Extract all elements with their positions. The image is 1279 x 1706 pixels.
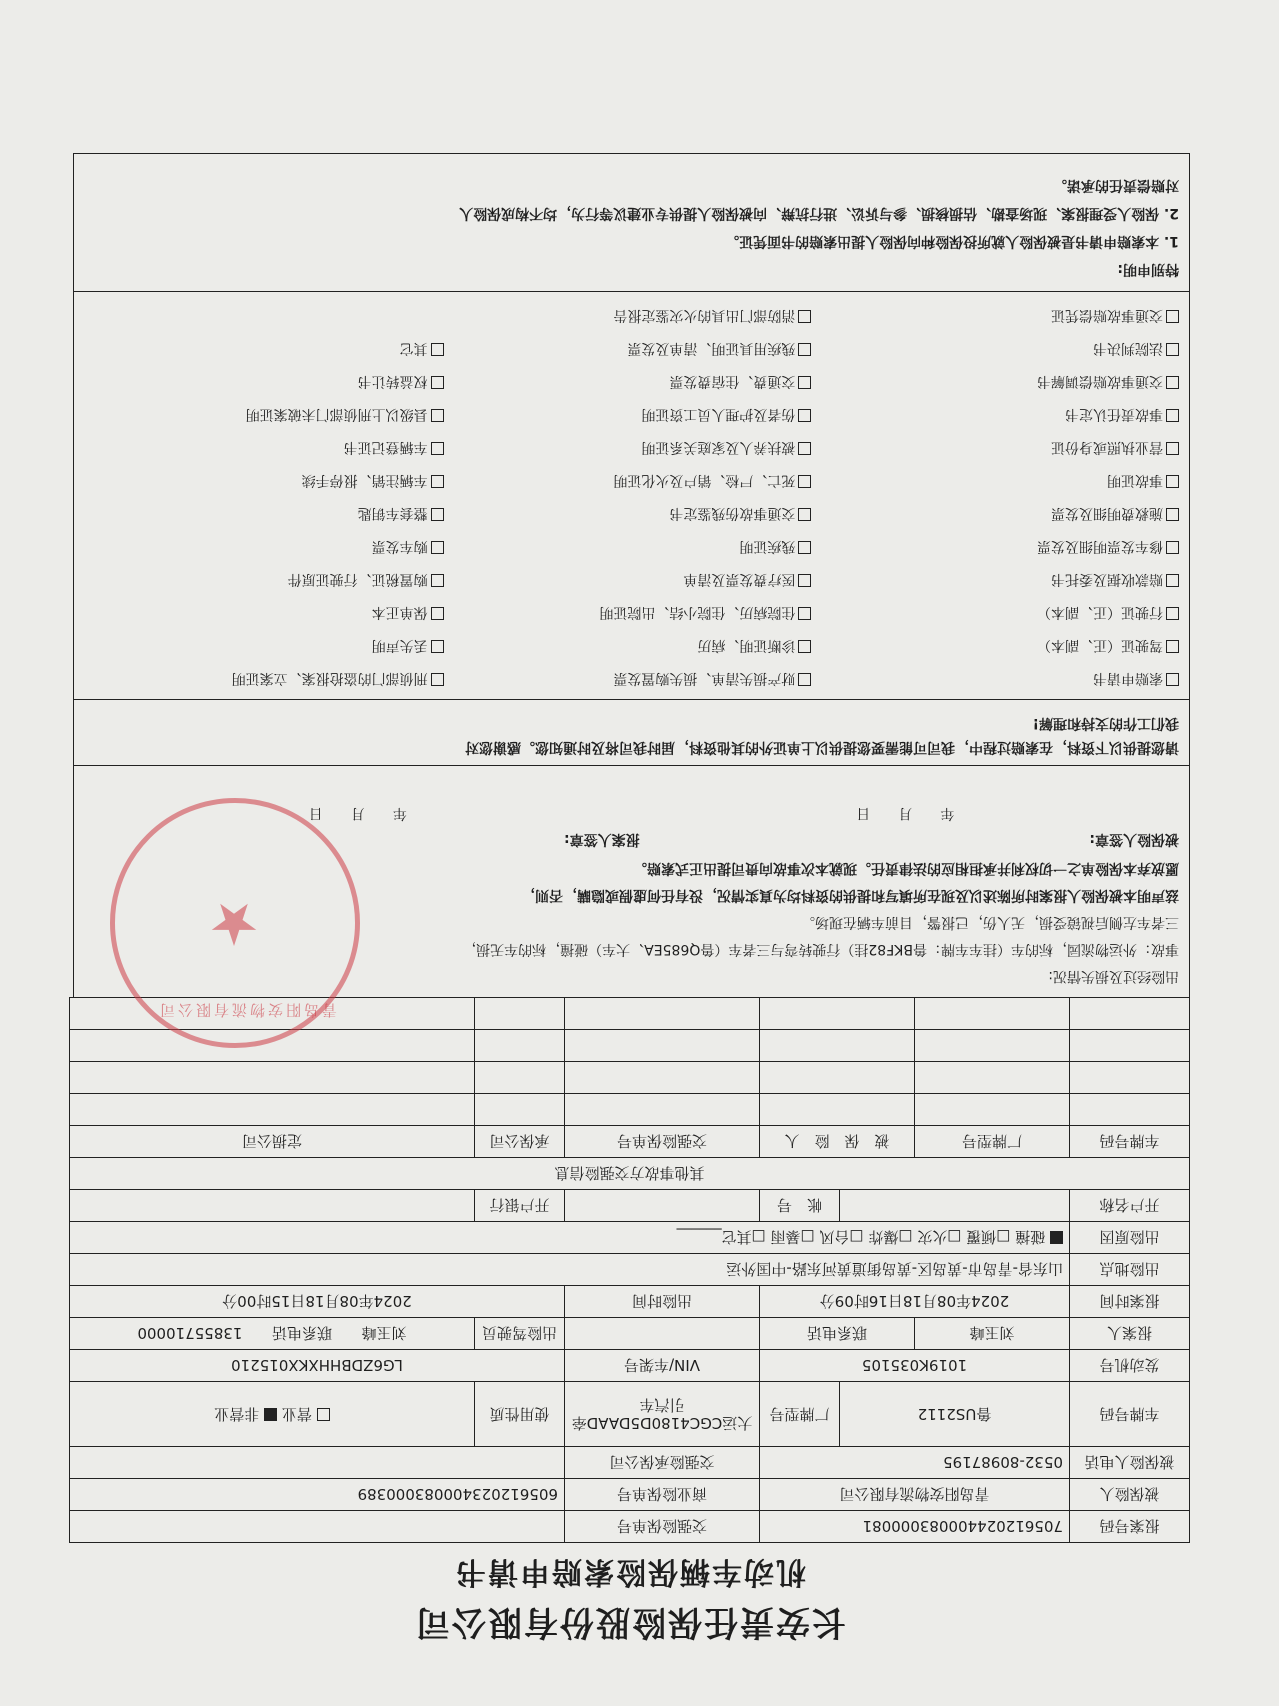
document-checkbox[interactable] — [431, 673, 444, 686]
vin-value: LG6ZDBHHXKX015210 — [69, 1350, 564, 1382]
document-checkbox[interactable] — [1166, 541, 1179, 554]
document-checklist-item — [819, 532, 1179, 559]
document-checkbox[interactable] — [798, 508, 811, 521]
report-no-value: 70561202440008300008​1 — [760, 1511, 1070, 1543]
document-checkbox[interactable] — [431, 541, 444, 554]
table-row — [69, 1254, 1189, 1286]
usage-business-label: 营业 — [281, 1405, 312, 1423]
place-value: 山东省-青岛市-黄岛区-黄岛街道黄河东路-中国外运 — [69, 1254, 1069, 1286]
engine-label: 发动机号 — [1070, 1350, 1190, 1382]
description-line-1: 事故：外运物流园，标的车（挂车车牌：鲁BKF82挂）行驶转弯与三者车（鲁Q685EA、大车）碰撞，标的车无损， — [462, 941, 1179, 957]
insured-value: 青岛阳安物流有限公司 — [760, 1479, 1070, 1511]
reporter-label: 报案人 — [1070, 1318, 1190, 1350]
document-label: 营业执照或身份证 — [1051, 439, 1163, 455]
table-row — [69, 1350, 1189, 1382]
notice-line-1: 请您提供以下资料，在索赔过程中，我司可能需要您提供以上单证外的其他资料，届时我司将及时通知您。感谢您对 — [465, 739, 1179, 755]
document-checkbox[interactable] — [431, 508, 444, 521]
claim-form-sheet — [40, 62, 1220, 1658]
form-title: 机动车辆保险索赔申请书 — [454, 1554, 806, 1589]
document-checkbox[interactable] — [1166, 310, 1179, 323]
document-checkbox[interactable] — [1166, 508, 1179, 521]
col-assessor: 定损公司 — [69, 1126, 474, 1158]
document-label: 车辆注销、报停手续 — [301, 472, 428, 488]
date-insured: 年 月 日 — [856, 805, 955, 821]
document-checklist-item — [819, 565, 1179, 592]
document-label: 事故证明 — [1107, 472, 1163, 488]
documents-notice — [73, 699, 1190, 765]
cause-options-text: 碰撞 □倾覆 □火灾 □爆炸 □台风 □暴雨 □其它______ — [676, 1228, 1046, 1246]
bank-value[interactable] — [69, 1190, 474, 1222]
seal-text: 青岛阳安物流有限公司 — [156, 1001, 337, 1019]
col-model: 厂牌型号 — [915, 1126, 1070, 1158]
document-checkbox[interactable] — [1166, 376, 1179, 389]
driver-value: 刘玉峰 — [361, 1324, 407, 1342]
col-ctpl-no: 交强险保单号 — [564, 1126, 759, 1158]
document-label: 其它 — [399, 340, 428, 356]
document-checklist-item — [84, 466, 444, 493]
cause-collision-checkbox[interactable] — [1050, 1231, 1063, 1244]
document-checkbox[interactable] — [798, 541, 811, 554]
document-checklist-item — [84, 499, 444, 526]
insured-signature-label: 被保险人签章: — [1089, 831, 1179, 847]
document-checklist-item — [452, 532, 812, 559]
cause-options — [69, 1222, 1069, 1254]
special-line-3: 对赔偿责任的承诺。 — [1053, 177, 1179, 193]
company-name: 长安责任保险股份有限公司 — [414, 1602, 846, 1642]
table-row — [69, 1286, 1189, 1318]
document-label: 事故责任认定书 — [1065, 406, 1163, 422]
document-checkbox[interactable] — [431, 376, 444, 389]
insured-phone-value: 0532-80987195 — [760, 1447, 1070, 1479]
reporter-signature-label: 报案人签章: — [564, 831, 640, 847]
driver-label: 出险驾驶员 — [474, 1318, 564, 1350]
document-checkbox[interactable] — [431, 640, 444, 653]
declaration-line-2: 愿放弃本保险单之一切权利并承担相应的法律责任。现就本次事故向贵司提出正式索赔。 — [633, 860, 1179, 876]
usage-label: 使用性质 — [474, 1382, 564, 1447]
document-label: 交通事故赔偿凭证 — [1051, 307, 1163, 323]
document-checklist-item — [84, 433, 444, 460]
document-label: 伤者及护理人员工资证明 — [641, 406, 796, 422]
document-label: 交通事故伤残鉴定书 — [669, 505, 796, 521]
document-checklist-item — [452, 367, 812, 394]
table-row — [69, 1062, 1189, 1094]
document-label: 驾驶证（正、副本） — [1037, 637, 1163, 653]
document-label: 购置税证、行驶证原件 — [287, 571, 428, 587]
table-row — [69, 1511, 1189, 1543]
document-checklist-item — [452, 631, 812, 658]
document-checklist-item — [84, 532, 444, 559]
model-value: 大运CGC4180D5DAAD牵引汽车 — [564, 1382, 759, 1447]
document-label: 索赔申请书 — [1093, 670, 1163, 686]
special-label: 特别申明: — [1117, 261, 1179, 277]
document-checklist-item — [819, 598, 1179, 625]
document-label: 整套车钥匙 — [357, 505, 428, 521]
document-checkbox[interactable] — [431, 442, 444, 455]
driver-phone-label: 联系电话 — [271, 1324, 332, 1342]
account-no-label: 帐 号 — [760, 1190, 840, 1222]
date-line — [84, 804, 1179, 824]
document-checklist-item — [452, 466, 812, 493]
bank-label: 开户银行 — [474, 1190, 564, 1222]
document-checklist-item — [84, 400, 444, 427]
document-checklist-item — [819, 301, 1179, 328]
document-label: 医疗费发票及清单 — [683, 571, 796, 587]
document-checklist-item — [84, 598, 444, 625]
plate-label: 车牌号码 — [1070, 1382, 1190, 1447]
table-row — [69, 1318, 1189, 1350]
engine-value: 1019K035105 — [760, 1350, 1070, 1382]
place-label: 出险地点 — [1070, 1254, 1190, 1286]
seal-star-icon: ★ — [208, 890, 260, 958]
document-checklist-item — [452, 400, 812, 427]
document-checklist-item — [819, 400, 1179, 427]
account-name-label: 开户名称 — [1070, 1190, 1190, 1222]
document-label: 交通事故赔偿调解书 — [1037, 373, 1163, 389]
document-checklist-item — [819, 334, 1179, 361]
insured-phone-label: 被保险人电话 — [1070, 1447, 1190, 1479]
document-checklist-item — [452, 433, 812, 460]
usage-business-checkbox[interactable] — [317, 1408, 330, 1421]
accident-time-label: 出险时间 — [564, 1286, 759, 1318]
document-checkbox[interactable] — [798, 607, 811, 620]
document-checkbox[interactable] — [798, 442, 811, 455]
document-checkbox[interactable] — [431, 475, 444, 488]
description-label: 出险经过及损失情况: — [1048, 968, 1179, 984]
document-label: 消防部门出具的火灾鉴定报告 — [613, 307, 796, 323]
table-row — [69, 1382, 1189, 1447]
document-checkbox[interactable] — [431, 607, 444, 620]
special-line-1: 1. 本索赔申请书是被保险人就所投保险种向保险人提出索赔的书面凭证。 — [725, 233, 1179, 249]
cause-label: 出险原因 — [1070, 1222, 1190, 1254]
document-label: 购车发票 — [371, 538, 428, 554]
col-insured: 被 保 险 人 — [760, 1126, 915, 1158]
document-checklist-item — [84, 565, 444, 592]
col-company: 承保公司 — [474, 1126, 564, 1158]
document-checklist-item — [452, 301, 812, 328]
reporter-phone-value — [564, 1318, 759, 1350]
document-checklist-item — [84, 664, 444, 691]
documents-checklist — [73, 291, 1190, 699]
account-no-value[interactable] — [564, 1190, 759, 1222]
table-row — [69, 1030, 1189, 1062]
table-row — [69, 998, 1189, 1030]
commercial-no-label: 商业险保单号 — [564, 1479, 759, 1511]
usage-nonbusiness-checkbox[interactable] — [264, 1408, 277, 1421]
table-row — [69, 1222, 1189, 1254]
document-label: 丢失声明 — [371, 637, 428, 653]
document-checkbox[interactable] — [798, 409, 811, 422]
document-label: 保单正本 — [371, 604, 428, 620]
document-checkbox[interactable] — [1166, 640, 1179, 653]
special-statement — [73, 153, 1190, 291]
usage-nonbusiness-label: 非营业 — [214, 1405, 260, 1423]
document-checklist-item — [452, 664, 812, 691]
document-label: 残疾证明 — [739, 538, 796, 554]
document-label: 财产损失清单、损失购置发票 — [613, 670, 796, 686]
document-checkbox[interactable] — [1166, 607, 1179, 620]
table-row — [69, 1190, 1189, 1222]
document-checkbox[interactable] — [1166, 442, 1179, 455]
vin-label: VIN/车架号 — [564, 1350, 759, 1382]
document-checkbox[interactable] — [798, 376, 811, 389]
driver-info — [69, 1318, 474, 1350]
document-label: 赔款收据及委托书 — [1051, 571, 1163, 587]
document-checkbox[interactable] — [798, 673, 811, 686]
table-row — [69, 1126, 1189, 1158]
document-checklist-item — [819, 631, 1179, 658]
ctpl-company-value — [69, 1447, 564, 1479]
document-checklist-item — [452, 499, 812, 526]
document-checklist-item — [84, 301, 444, 328]
document-label: 修车发票明细及发票 — [1037, 538, 1163, 554]
table-row — [69, 1447, 1189, 1479]
document-checkbox[interactable] — [431, 409, 444, 422]
date-reporter: 年 月 日 — [308, 805, 407, 821]
document-checkbox[interactable] — [1166, 409, 1179, 422]
document-checklist-item — [452, 565, 812, 592]
document-checkbox[interactable] — [1166, 475, 1179, 488]
document-checkbox[interactable] — [431, 574, 444, 587]
claim-info-table — [69, 997, 1190, 1543]
notice-line-2: 我们工作的支持和理解! — [1032, 715, 1179, 731]
document-label: 县级以上刑侦部门未破案证明 — [245, 406, 428, 422]
document-checkbox[interactable] — [798, 310, 811, 323]
report-time-label: 报案时间 — [1070, 1286, 1190, 1318]
document-checklist-item — [452, 598, 812, 625]
document-label: 死亡、尸检、销户及火化证明 — [613, 472, 796, 488]
reporter-value: 刘玉峰 — [915, 1318, 1070, 1350]
report-time-value: 2024年08月18日16时09分 — [760, 1286, 1070, 1318]
document-label: 行驶证（正、副本） — [1037, 604, 1163, 620]
document-checkbox[interactable] — [798, 640, 811, 653]
col-plate: 车牌号码 — [1070, 1126, 1190, 1158]
report-no-label: 报案号码 — [1070, 1511, 1190, 1543]
document-label: 残疾用具证明、清单及发票 — [627, 340, 796, 356]
commercial-no-value: 605612023400083000389 — [69, 1479, 564, 1511]
declaration-line-1: 兹声明本被保险人报案时所陈述以及现在所填写和提供的资料均为真实情况，没有任何虚假或隐瞒，否则， — [521, 887, 1179, 903]
table-row — [69, 1479, 1189, 1511]
account-name-value[interactable] — [840, 1190, 1070, 1222]
document-checkbox[interactable] — [431, 343, 444, 356]
ctpl-no-label: 交强险保单号 — [564, 1511, 759, 1543]
table-row — [69, 1094, 1189, 1126]
document-label: 被扶养人及家庭关系证明 — [641, 439, 796, 455]
ctpl-company-label: 交强险承保公司 — [564, 1447, 759, 1479]
document-checkbox[interactable] — [798, 574, 811, 587]
usage-options — [69, 1382, 474, 1447]
document-label: 交通费、住宿费发票 — [669, 373, 796, 389]
document-checkbox[interactable] — [1166, 673, 1179, 686]
driver-phone-value: 13855710000 — [137, 1324, 243, 1342]
document-label: 法院判决书 — [1093, 340, 1163, 356]
document-checklist-item — [819, 367, 1179, 394]
document-checklist-item — [84, 367, 444, 394]
signature-line — [84, 830, 1179, 850]
accident-description — [73, 765, 1190, 997]
table-row — [69, 1158, 1189, 1190]
document-checklist-item — [84, 334, 444, 361]
document-checklist-item — [84, 631, 444, 658]
description-line-2: 三者车左侧后视镜受损，无人伤，已报警，目前车辆在现场。 — [801, 914, 1179, 930]
document-checkbox[interactable] — [798, 343, 811, 356]
document-label: 住院病历、住院小结、出院证明 — [599, 604, 796, 620]
insured-label: 被保险人 — [1070, 1479, 1190, 1511]
document-label: 车辆登记证书 — [343, 439, 428, 455]
reporter-phone-label: 联系电话 — [760, 1318, 915, 1350]
special-line-2: 2. 保险人受理报案、现场查勘、估损核损、参与诉讼、进行抗辩、向被保险人提供专业建议等行为，均不构成保险人 — [459, 205, 1179, 221]
document-checkbox[interactable] — [1166, 343, 1179, 356]
document-checklist-item — [819, 466, 1179, 493]
plate-value: 鲁US2112 — [840, 1382, 1070, 1447]
document-label: 权益转让书 — [357, 373, 428, 389]
document-checklist-item — [452, 334, 812, 361]
document-checklist-item — [819, 433, 1179, 460]
document-checklist-item — [819, 664, 1179, 691]
document-checkbox[interactable] — [798, 475, 811, 488]
other-parties-header: 其他事故方交强险信息 — [69, 1158, 1189, 1190]
accident-time-value: 2024年08月18日15时00分 — [69, 1286, 564, 1318]
document-label: 刑侦部门的盗抢报案、立案证明 — [231, 670, 428, 686]
model-label: 厂牌型号 — [760, 1382, 840, 1447]
document-label: 施救费明细及发票 — [1051, 505, 1163, 521]
document-checklist-item — [819, 499, 1179, 526]
document-label: 诊断证明、病历 — [697, 637, 796, 653]
document-checkbox[interactable] — [1166, 574, 1179, 587]
ctpl-no-value — [69, 1511, 564, 1543]
